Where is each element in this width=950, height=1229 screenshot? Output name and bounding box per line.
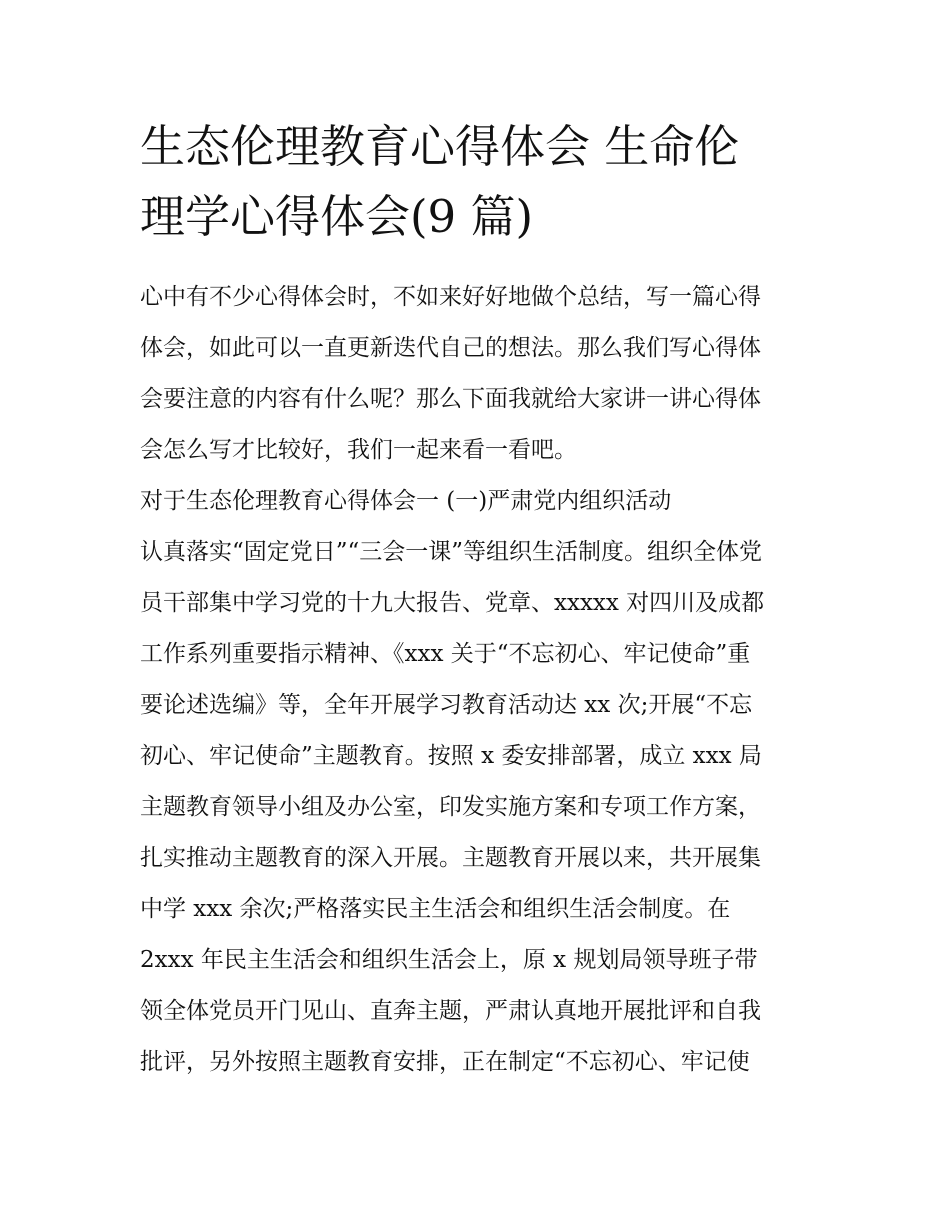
title-line: 理学心得体会(9 篇): [140, 190, 534, 243]
body-line: 初心、牢记使命”主题教育。按照 x 委安排部署，成立 xxx 局: [140, 743, 762, 769]
body-line: 会怎么写才比较好，我们一起来看一看吧。: [140, 437, 577, 463]
body-line: 批评，另外按照主题教育安排，正在制定“不忘初心、牢记使: [140, 1049, 750, 1075]
document-content: [140, 112, 820, 1088]
body-line: 2xxx 年民主生活会和组织生活会上，原 x 规划局领导班子带: [140, 947, 758, 973]
body-line: 员干部集中学习党的十九大报告、党章、xxxxx 对四川及成都: [140, 590, 765, 616]
body-line: 体会，如此可以一直更新迭代自己的想法。那么我们写心得体: [140, 335, 761, 361]
body-line: 中学 xxx 余次;严格落实民主生活会和组织生活会制度。在: [140, 896, 731, 922]
body-line: 主题教育领导小组及办公室，印发实施方案和专项工作方案，: [140, 794, 761, 820]
body-line: 认真落实“固定党日”“三会一课”等组织生活制度。组织全体党: [140, 539, 763, 565]
body-line: 会要注意的内容有什么呢？那么下面我就给大家讲一讲心得体: [140, 386, 761, 412]
document-body: [140, 272, 820, 1088]
document-title: [140, 112, 820, 252]
body-line: 扎实推动主题教育的深入开展。主题教育开展以来，共开展集: [140, 845, 761, 871]
body-line: 要论述选编》等，全年开展学习教育活动达 xx 次;开展“不忘: [140, 692, 753, 718]
body-line: 工作系列重要指示精神、《xxx 关于“不忘初心、牢记使命”重: [140, 641, 751, 667]
body-line: 领全体党员开门见山、直奔主题，严肃认真地开展批评和自我: [140, 998, 761, 1024]
body-line: 心中有不少心得体会时，不如来好好地做个总结，写一篇心得: [140, 284, 761, 310]
section-heading-line: 对于生态伦理教育心得体会一 (一)严肃党内组织活动: [140, 488, 672, 514]
title-line: 生态伦理教育心得体会 生命伦: [140, 120, 740, 173]
